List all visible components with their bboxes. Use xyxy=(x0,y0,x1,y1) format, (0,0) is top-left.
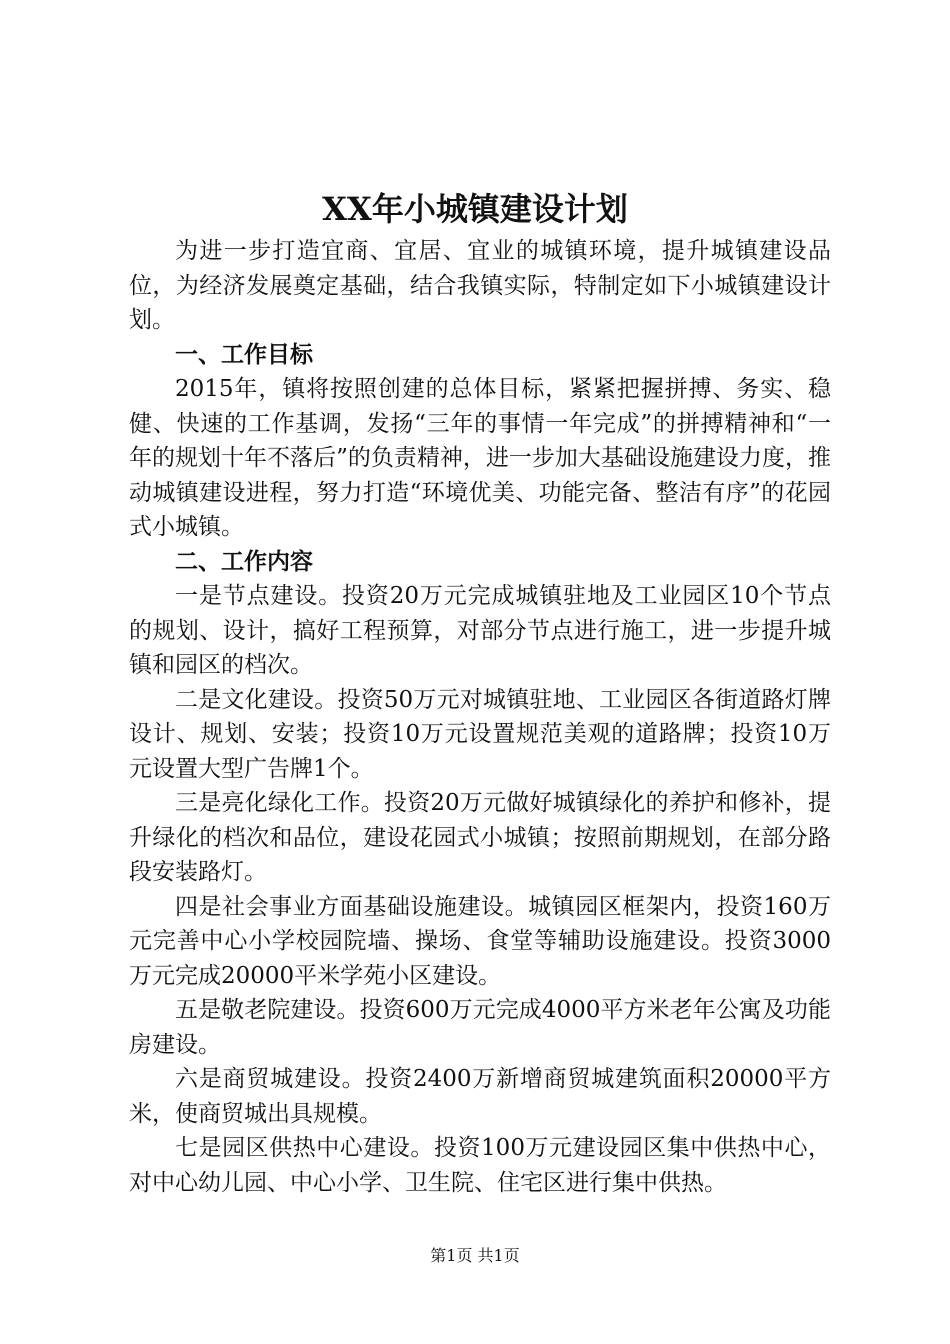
intro-paragraph: 为进一步打造宜商、宜居、宜业的城镇环境，提升城镇建设品位，为经济发展奠定基础，结合我镇实际，特制定如下小城镇建设计划。 xyxy=(129,238,831,333)
section-heading-goals: 一、工作目标 xyxy=(175,340,313,368)
content-item-paragraph: 三是亮化绿化工作。投资20万元做好城镇绿化的养护和修补，提升绿化的档次和品位，建设花园式小城镇；按照前期规划，在部分路段安装路灯。 xyxy=(129,790,831,885)
content-item-paragraph: 六是商贸城建设。投资2400万新增商贸城建筑面积20000平方米，使商贸城出具规模。 xyxy=(129,1066,831,1127)
document-body xyxy=(129,234,831,1200)
content-item-paragraph: 七是园区供热中心建设。投资100万元建设园区集中供热中心，对中心幼儿园、中心小学、卫生院、住宅区进行集中供热。 xyxy=(129,1135,831,1196)
content-item-paragraph: 五是敬老院建设。投资600万元完成4000平方米老年公寓及功能房建设。 xyxy=(129,997,831,1058)
content-item-paragraph: 二是文化建设。投资50万元对城镇驻地、工业园区各街道路灯牌设计、规划、安装；投资10万元设置规范美观的道路牌；投资10万元设置大型广告牌1个。 xyxy=(129,686,831,782)
section-heading-content: 二、工作内容 xyxy=(175,547,313,575)
goals-paragraph: 2015年，镇将按照创建的总体目标，紧紧把握拼搏、务实、稳健、快速的工作基调，发扬“三年的事情一年完成”的拼搏精神和“一年的规划十年不落后”的负责精神，进一步加大基础设施建设力度，推动城镇建设进程，努力打造“环境优美、功能完备、整洁有序”的花园式小城镇。 xyxy=(129,376,831,540)
document-title: XX年小城镇建设计划 xyxy=(322,190,628,228)
page-footer: 第1页 共1页 xyxy=(430,1246,520,1265)
content-item-paragraph: 一是节点建设。投资20万元完成城镇驻地及工业园区10个节点的规划、设计，搞好工程预算，对部分节点进行施工，进一步提升城镇和园区的档次。 xyxy=(129,583,831,678)
content-item-paragraph: 四是社会事业方面基础设施建设。城镇园区框架内，投资160万元完善中心小学校园院墙、操场、食堂等辅助设施建设。投资3000万元完成20000平米学苑小区建设。 xyxy=(129,893,831,989)
